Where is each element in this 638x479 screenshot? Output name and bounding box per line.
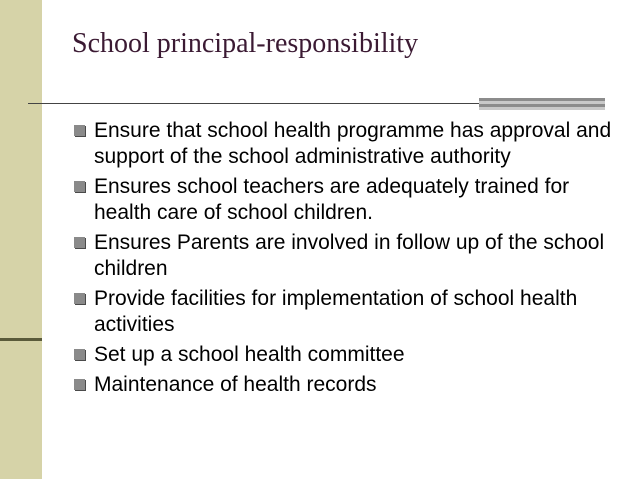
slide-title: School principal-responsibility — [72, 28, 419, 59]
bullet-text: Provide facilities for implementation of school health activities — [94, 287, 578, 336]
square-bullet-icon — [74, 237, 85, 248]
left-band-accent-line — [0, 338, 42, 341]
bullet-list — [72, 118, 612, 402]
bullet-text: Maintenance of health records — [94, 373, 377, 396]
list-item — [72, 342, 612, 368]
bullet-text: Ensures school teachers are adequately trained for health care of school children. — [94, 175, 570, 224]
square-bullet-icon — [74, 181, 85, 192]
title-divider-bar — [479, 98, 605, 110]
list-item — [72, 118, 612, 170]
square-bullet-icon — [74, 349, 85, 360]
list-item — [72, 286, 612, 338]
bullet-text: Ensures Parents are involved in follow up of the school children — [94, 231, 605, 280]
list-item — [72, 174, 612, 226]
bullet-text: Set up a school health committee — [94, 343, 405, 366]
square-bullet-icon — [74, 125, 85, 136]
list-item — [72, 372, 612, 398]
left-decorative-band — [0, 0, 42, 479]
title-divider-line — [28, 103, 479, 104]
list-item — [72, 230, 612, 282]
square-bullet-icon — [74, 379, 85, 390]
square-bullet-icon — [74, 293, 85, 304]
bullet-text: Ensure that school health programme has approval and support of the school administrative authority — [94, 119, 612, 168]
